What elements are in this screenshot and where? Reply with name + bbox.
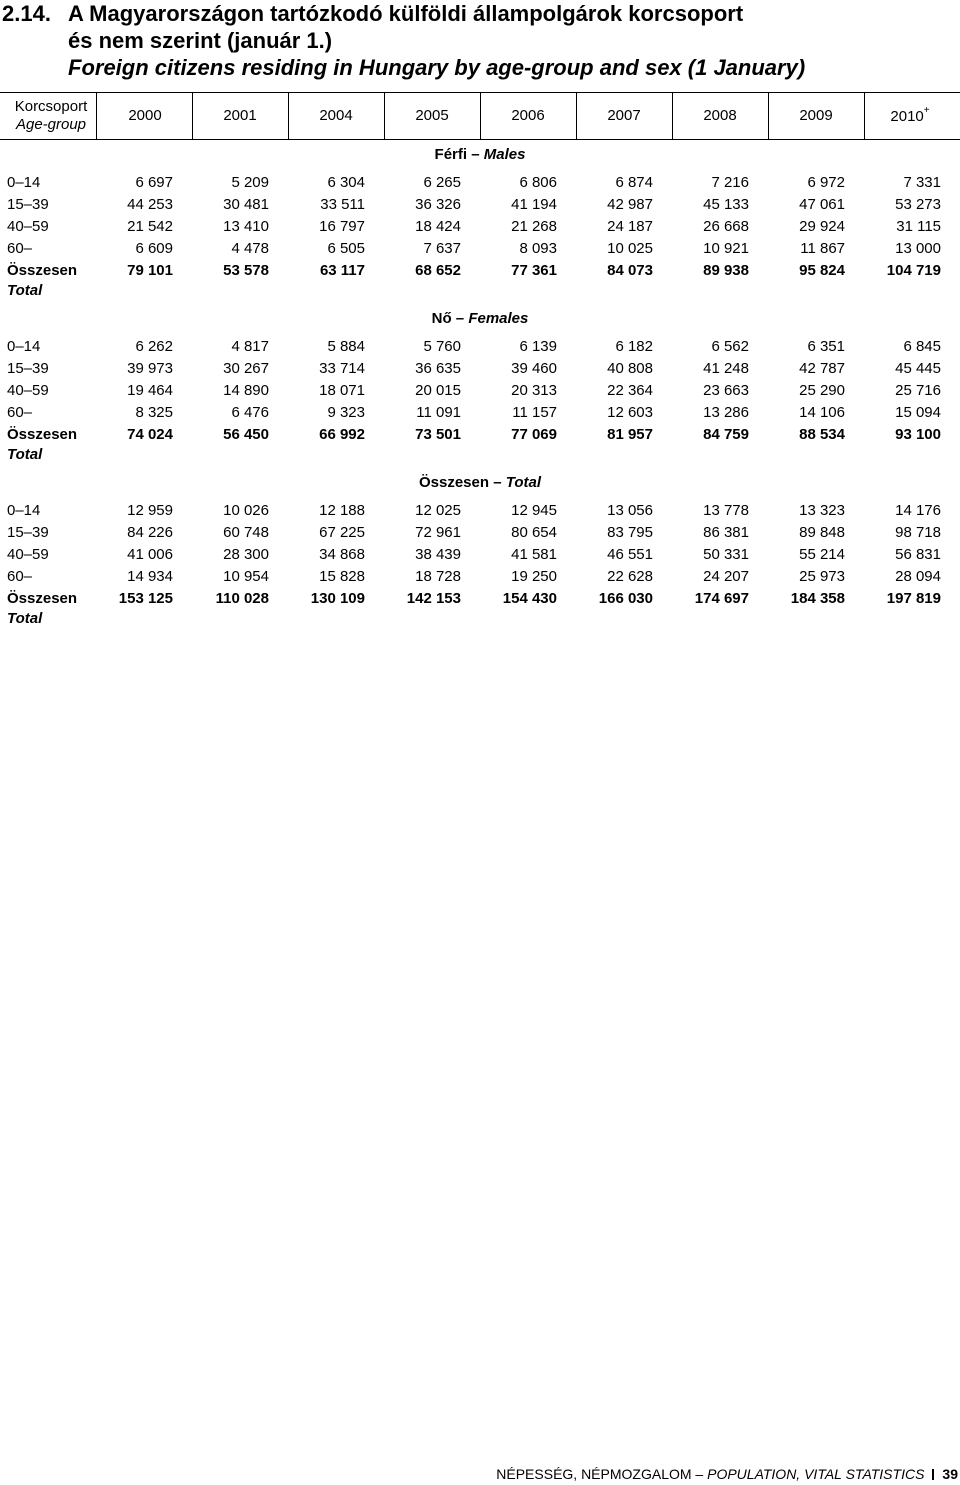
cell-value: 13 778 <box>703 502 749 519</box>
cell-value: 47 061 <box>799 196 845 213</box>
cell-value: 28 300 <box>223 546 269 563</box>
cell-value: 20 313 <box>511 382 557 399</box>
total-label-en: Total <box>7 610 43 627</box>
cell-value: 7 216 <box>711 174 749 191</box>
header-column-divider <box>576 93 577 139</box>
cell-value: 6 476 <box>231 404 269 421</box>
year-label: 2009 <box>799 107 833 124</box>
cell-value: 13 323 <box>799 502 845 519</box>
header-column-divider <box>864 93 865 139</box>
cell-value: 184 358 <box>790 590 845 607</box>
year-header-2005 <box>397 107 467 124</box>
row-label: Összesen <box>7 262 78 279</box>
row-label: 15–39 <box>7 360 49 377</box>
table-row <box>0 404 960 426</box>
total-row <box>0 590 960 612</box>
cell-value: 11 157 <box>512 404 557 421</box>
cell-value: 15 828 <box>319 568 365 585</box>
cell-value: 11 091 <box>416 404 461 421</box>
cell-value: 26 668 <box>703 218 749 235</box>
cell-value: 73 501 <box>415 426 461 443</box>
table-row <box>0 502 960 524</box>
cell-value: 10 026 <box>223 502 269 519</box>
cell-value: 24 207 <box>703 568 749 585</box>
table-row <box>0 382 960 404</box>
cell-value: 104 719 <box>886 262 941 279</box>
cell-value: 11 867 <box>800 240 845 257</box>
cell-value: 80 654 <box>511 524 557 541</box>
cell-value: 10 954 <box>223 568 269 585</box>
page-footer <box>0 1466 960 1482</box>
cell-value: 19 464 <box>127 382 173 399</box>
cell-value: 31 115 <box>896 218 941 235</box>
table-row <box>0 196 960 218</box>
cell-value: 10 921 <box>703 240 749 257</box>
year-header-2006 <box>493 107 563 124</box>
year-label: 2001 <box>223 107 257 124</box>
cell-value: 34 868 <box>319 546 365 563</box>
header-column-divider <box>192 93 193 139</box>
cell-value: 8 093 <box>519 240 557 257</box>
year-header-2009 <box>781 107 851 124</box>
provisional-mark: + <box>923 105 930 116</box>
cell-value: 40 808 <box>607 360 653 377</box>
cell-value: 20 015 <box>415 382 461 399</box>
cell-value: 14 890 <box>223 382 269 399</box>
cell-value: 44 253 <box>127 196 173 213</box>
row-label: Összesen <box>7 426 78 443</box>
table-row <box>0 218 960 240</box>
cell-value: 83 795 <box>607 524 653 541</box>
row-label: 40–59 <box>7 382 49 399</box>
cell-value: 154 430 <box>502 590 557 607</box>
cell-value: 12 025 <box>415 502 461 519</box>
cell-value: 6 609 <box>135 240 173 257</box>
cell-value: 6 697 <box>135 174 173 191</box>
cell-value: 6 562 <box>711 338 749 355</box>
cell-value: 13 286 <box>703 404 749 421</box>
row-label: 0–14 <box>7 174 41 191</box>
footer-en: POPULATION, VITAL STATISTICS <box>707 1466 925 1482</box>
cell-value: 6 972 <box>807 174 845 191</box>
cell-value: 56 450 <box>223 426 269 443</box>
cell-value: 22 364 <box>607 382 653 399</box>
cell-value: 21 542 <box>127 218 173 235</box>
cell-value: 36 635 <box>415 360 461 377</box>
cell-value: 4 817 <box>231 338 269 355</box>
cell-value: 33 511 <box>320 196 365 213</box>
title-hu-line1: A Magyarországon tartózkodó külföldi állampolgárok korcsoport <box>68 1 744 26</box>
row-label: 0–14 <box>7 502 41 519</box>
footer-separator <box>932 1469 934 1480</box>
year-label: 2000 <box>128 107 162 124</box>
cell-value: 77 069 <box>511 426 557 443</box>
row-header-hu: Korcsoport <box>14 98 88 115</box>
cell-value: 41 248 <box>703 360 749 377</box>
cell-value: 66 992 <box>319 426 365 443</box>
section-dash: – <box>467 146 484 163</box>
cell-value: 110 028 <box>215 590 269 607</box>
header-column-divider <box>480 93 481 139</box>
year-label: 2005 <box>415 107 449 124</box>
cell-value: 45 133 <box>703 196 749 213</box>
cell-value: 130 109 <box>310 590 365 607</box>
cell-value: 50 331 <box>703 546 749 563</box>
row-header-label <box>10 98 92 134</box>
total-label-en: Total <box>7 282 43 299</box>
cell-value: 77 361 <box>511 262 557 279</box>
cell-value: 15 094 <box>895 404 941 421</box>
row-label: 15–39 <box>7 196 49 213</box>
cell-value: 55 214 <box>799 546 845 563</box>
cell-value: 197 819 <box>886 590 941 607</box>
section-label-en: Total <box>505 474 541 491</box>
cell-value: 25 973 <box>799 568 845 585</box>
cell-value: 41 581 <box>511 546 557 563</box>
cell-value: 12 603 <box>607 404 653 421</box>
cell-value: 39 973 <box>127 360 173 377</box>
cell-value: 13 410 <box>223 218 269 235</box>
cell-value: 45 445 <box>895 360 941 377</box>
cell-value: 89 938 <box>703 262 749 279</box>
section-label <box>0 474 960 491</box>
footer-dash: – <box>695 1466 704 1482</box>
cell-value: 14 176 <box>895 502 941 519</box>
table-row <box>0 240 960 262</box>
row-label: 40–59 <box>7 218 49 235</box>
header-column-divider <box>384 93 385 139</box>
cell-value: 56 831 <box>895 546 941 563</box>
cell-value: 166 030 <box>598 590 653 607</box>
cell-value: 30 481 <box>223 196 269 213</box>
cell-value: 12 959 <box>127 502 173 519</box>
cell-value: 5 884 <box>327 338 365 355</box>
row-label: 40–59 <box>7 546 49 563</box>
cell-value: 42 787 <box>799 360 845 377</box>
cell-value: 63 117 <box>319 262 365 279</box>
row-label: Összesen <box>7 590 78 607</box>
cell-value: 7 331 <box>903 174 941 191</box>
table-row <box>0 338 960 360</box>
cell-value: 21 268 <box>511 218 557 235</box>
cell-value: 6 139 <box>519 338 557 355</box>
cell-value: 16 797 <box>319 218 365 235</box>
cell-value: 29 924 <box>799 218 845 235</box>
cell-value: 5 760 <box>423 338 461 355</box>
table-row <box>0 360 960 382</box>
table-number: 2.14. <box>2 1 51 26</box>
cell-value: 30 267 <box>223 360 269 377</box>
cell-value: 25 290 <box>799 382 845 399</box>
cell-value: 84 759 <box>703 426 749 443</box>
year-header-2010 <box>875 107 945 125</box>
row-label: 60– <box>7 404 33 421</box>
footer-hu: NÉPESSÉG, NÉPMOZGALOM <box>496 1466 692 1482</box>
cell-value: 174 697 <box>694 590 749 607</box>
cell-value: 8 325 <box>135 404 173 421</box>
section-label-en: Males <box>483 146 526 163</box>
cell-value: 5 209 <box>231 174 269 191</box>
year-label: 2006 <box>511 107 545 124</box>
cell-value: 22 628 <box>607 568 653 585</box>
cell-value: 84 226 <box>127 524 173 541</box>
cell-value: 14 934 <box>127 568 173 585</box>
table-row <box>0 174 960 196</box>
section-label <box>0 146 960 163</box>
cell-value: 67 225 <box>319 524 365 541</box>
cell-value: 6 874 <box>615 174 653 191</box>
cell-value: 6 505 <box>327 240 365 257</box>
row-label: 60– <box>7 568 33 585</box>
cell-value: 88 534 <box>799 426 845 443</box>
section-label-hu: Férfi <box>434 146 468 163</box>
cell-value: 72 961 <box>415 524 461 541</box>
section-dash: – <box>489 474 506 491</box>
cell-value: 18 071 <box>319 382 365 399</box>
cell-value: 41 006 <box>127 546 173 563</box>
cell-value: 18 424 <box>415 218 461 235</box>
year-label: 2008 <box>703 107 737 124</box>
year-label: 2007 <box>607 107 641 124</box>
title-hu-line2: és nem szerint (január 1.) <box>68 28 333 53</box>
cell-value: 95 824 <box>799 262 845 279</box>
cell-value: 74 024 <box>127 426 173 443</box>
cell-value: 9 323 <box>327 404 365 421</box>
cell-value: 18 728 <box>415 568 461 585</box>
row-header-en: Age-group <box>15 116 87 133</box>
section-label <box>0 310 960 327</box>
cell-value: 89 848 <box>799 524 845 541</box>
cell-value: 142 153 <box>406 590 461 607</box>
header-column-divider <box>768 93 769 139</box>
table-header <box>0 92 960 140</box>
table-row <box>0 524 960 546</box>
cell-value: 12 188 <box>319 502 365 519</box>
cell-value: 41 194 <box>511 196 557 213</box>
cell-value: 79 101 <box>127 262 173 279</box>
cell-value: 38 439 <box>415 546 461 563</box>
cell-value: 13 056 <box>607 502 653 519</box>
cell-value: 42 987 <box>607 196 653 213</box>
row-label: 0–14 <box>7 338 41 355</box>
cell-value: 53 578 <box>223 262 269 279</box>
cell-value: 6 351 <box>807 338 845 355</box>
cell-value: 19 250 <box>511 568 557 585</box>
cell-value: 6 806 <box>519 174 557 191</box>
cell-value: 4 478 <box>231 240 269 257</box>
cell-value: 6 182 <box>615 338 653 355</box>
cell-value: 39 460 <box>511 360 557 377</box>
section-dash: – <box>451 310 469 327</box>
cell-value: 36 326 <box>415 196 461 213</box>
page-number: 39 <box>942 1466 958 1482</box>
cell-value: 23 663 <box>703 382 749 399</box>
cell-value: 93 100 <box>895 426 941 443</box>
cell-value: 98 718 <box>895 524 941 541</box>
total-label-en: Total <box>7 446 43 463</box>
cell-value: 6 845 <box>903 338 941 355</box>
cell-value: 28 094 <box>895 568 941 585</box>
cell-value: 12 945 <box>511 502 557 519</box>
cell-value: 153 125 <box>118 590 173 607</box>
year-header-2008 <box>685 107 755 124</box>
cell-value: 10 025 <box>607 240 653 257</box>
cell-value: 60 748 <box>223 524 269 541</box>
cell-value: 86 381 <box>703 524 749 541</box>
year-header-2001 <box>205 107 275 124</box>
cell-value: 25 716 <box>895 382 941 399</box>
year-header-2004 <box>301 107 371 124</box>
cell-value: 6 304 <box>327 174 365 191</box>
row-label: 60– <box>7 240 33 257</box>
table-row <box>0 546 960 568</box>
cell-value: 7 637 <box>423 240 461 257</box>
cell-value: 84 073 <box>607 262 653 279</box>
total-row <box>0 262 960 284</box>
cell-value: 24 187 <box>607 218 653 235</box>
total-row <box>0 426 960 448</box>
year-header-2000 <box>110 107 180 124</box>
cell-value: 81 957 <box>607 426 653 443</box>
cell-value: 13 000 <box>895 240 941 257</box>
title-en: Foreign citizens residing in Hungary by age-group and sex (1 January) <box>68 55 806 80</box>
section-label-hu: Nő <box>431 310 452 327</box>
header-column-divider <box>96 93 97 139</box>
year-label: 2010 <box>890 108 924 125</box>
section-label-hu: Összesen <box>418 474 490 491</box>
cell-value: 33 714 <box>319 360 365 377</box>
cell-value: 14 106 <box>799 404 845 421</box>
year-label: 2004 <box>319 107 353 124</box>
row-label: 15–39 <box>7 524 49 541</box>
cell-value: 6 262 <box>135 338 173 355</box>
table-row <box>0 568 960 590</box>
cell-value: 68 652 <box>415 262 461 279</box>
year-header-2007 <box>589 107 659 124</box>
header-column-divider <box>672 93 673 139</box>
cell-value: 53 273 <box>895 196 941 213</box>
section-label-en: Females <box>468 310 529 327</box>
cell-value: 46 551 <box>607 546 653 563</box>
header-column-divider <box>288 93 289 139</box>
cell-value: 6 265 <box>423 174 461 191</box>
